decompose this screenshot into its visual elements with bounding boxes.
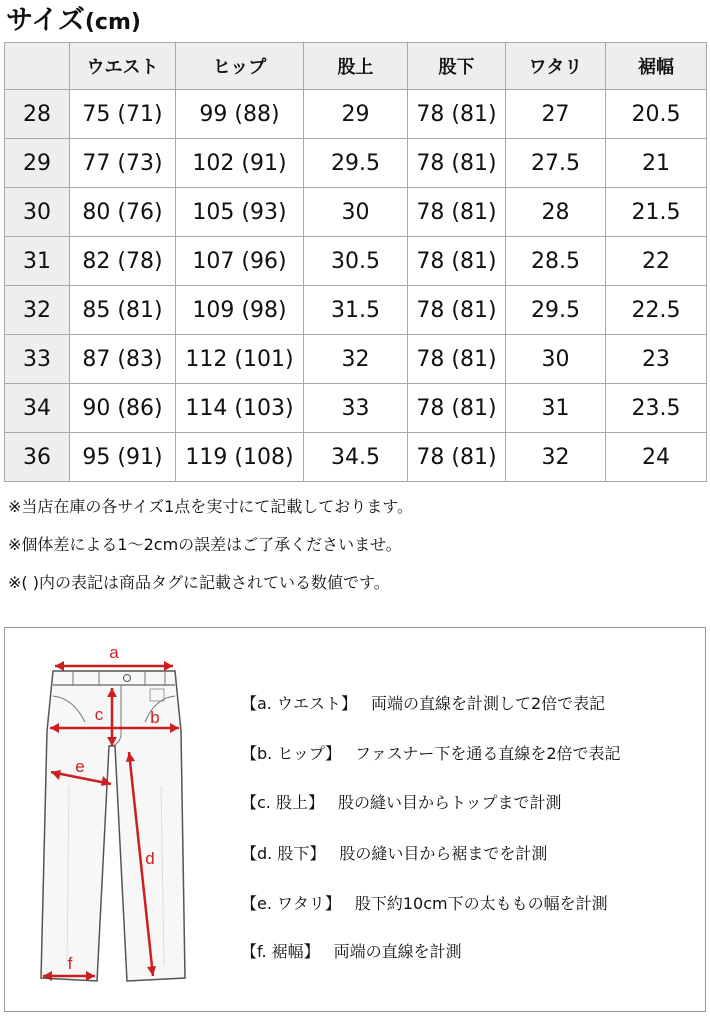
table-cell: 22: [606, 237, 707, 286]
table-cell: 31.5: [304, 286, 408, 335]
table-cell: 24: [606, 433, 707, 482]
desc-key: 【e. ワタリ】: [241, 894, 341, 913]
table-cell: 114 (103): [176, 384, 304, 433]
header-thigh: ワタリ: [506, 43, 606, 90]
size-label-cell: 33: [5, 335, 70, 384]
desc-key: 【a. ウエスト】: [241, 694, 357, 713]
size-label-cell: 28: [5, 90, 70, 139]
table-cell: 28.5: [506, 237, 606, 286]
header-corner: [5, 43, 70, 90]
table-row: [5, 384, 707, 433]
desc-f: [241, 940, 462, 964]
table-cell: 95 (91): [70, 433, 176, 482]
table-cell: 78 (81): [408, 433, 506, 482]
desc-key: 【b. ヒップ】: [241, 744, 342, 763]
table-cell: 27.5: [506, 139, 606, 188]
header-waist: ウエスト: [70, 43, 176, 90]
table-row: [5, 237, 707, 286]
table-cell: 34.5: [304, 433, 408, 482]
title-main: サイズ: [6, 5, 85, 36]
table-cell: 107 (96): [176, 237, 304, 286]
label-c: c: [94, 705, 104, 724]
notes: [8, 488, 708, 602]
size-label-cell: 36: [5, 433, 70, 482]
table-cell: 85 (81): [70, 286, 176, 335]
table-row: [5, 139, 707, 188]
table-cell: 82 (78): [70, 237, 176, 286]
desc-b: [241, 742, 621, 766]
label-b: b: [150, 708, 160, 727]
label-d: d: [145, 849, 155, 868]
table-cell: 78 (81): [408, 139, 506, 188]
table-cell: 33: [304, 384, 408, 433]
desc-text: 股の縫い目から裾までを計測: [339, 844, 548, 863]
title-unit: (cm): [84, 10, 141, 35]
table-cell: 105 (93): [176, 188, 304, 237]
table-cell: 32: [304, 335, 408, 384]
table-cell: 75 (71): [70, 90, 176, 139]
desc-a: [241, 692, 605, 716]
table-row: [5, 335, 707, 384]
table-cell: 80 (76): [70, 188, 176, 237]
table-cell: 31: [506, 384, 606, 433]
table-cell: 29.5: [506, 286, 606, 335]
label-f: f: [67, 954, 73, 973]
desc-text: 股下約10cm下の太ももの幅を計測: [354, 894, 608, 913]
size-label-cell: 31: [5, 237, 70, 286]
table-cell: 30: [304, 188, 408, 237]
note-line: ※( )内の表記は商品タグに記載されている数値です。: [8, 573, 390, 592]
table-cell: 21.5: [606, 188, 707, 237]
table-cell: 23.5: [606, 384, 707, 433]
table-cell: 27: [506, 90, 606, 139]
header-rise: 股上: [304, 43, 408, 90]
table-cell: 28: [506, 188, 606, 237]
table-cell: 78 (81): [408, 90, 506, 139]
table-cell: 78 (81): [408, 384, 506, 433]
size-table: [4, 42, 707, 482]
table-cell: 99 (88): [176, 90, 304, 139]
table-row: [5, 90, 707, 139]
size-label-cell: 30: [5, 188, 70, 237]
table-cell: 78 (81): [408, 237, 506, 286]
page-title: [6, 4, 141, 38]
table-cell: 22.5: [606, 286, 707, 335]
table-cell: 32: [506, 433, 606, 482]
table-cell: 78 (81): [408, 335, 506, 384]
arrowhead-a-left: [55, 661, 64, 671]
desc-key: 【d. 股下】: [241, 844, 326, 863]
desc-text: ファスナー下を通る直線を2倍で表記: [355, 744, 621, 763]
note-line: ※当店在庫の各サイズ1点を実寸にて記載しております。: [8, 497, 414, 516]
table-cell: 29: [304, 90, 408, 139]
desc-key: 【c. 股上】: [241, 793, 324, 812]
table-row: [5, 433, 707, 482]
desc-text: 両端の直線を計測: [333, 942, 462, 961]
table-row: [5, 286, 707, 335]
table-cell: 87 (83): [70, 335, 176, 384]
arrowhead-a-right: [164, 661, 173, 671]
table-header-row: [5, 43, 707, 90]
table-cell: 21: [606, 139, 707, 188]
table-cell: 23: [606, 335, 707, 384]
table-cell: 119 (108): [176, 433, 304, 482]
header-hip: ヒップ: [176, 43, 304, 90]
table-cell: 77 (73): [70, 139, 176, 188]
table-cell: 90 (86): [70, 384, 176, 433]
table-cell: 30.5: [304, 237, 408, 286]
table-cell: 102 (91): [176, 139, 304, 188]
desc-text: 両端の直線を計測して2倍で表記: [370, 694, 606, 713]
table-row: [5, 188, 707, 237]
measurement-diagram: [4, 627, 706, 1012]
desc-d: [241, 842, 547, 866]
jeans-illustration: [33, 636, 193, 1001]
size-label-cell: 34: [5, 384, 70, 433]
table-cell: 30: [506, 335, 606, 384]
header-inseam: 股下: [408, 43, 506, 90]
table-cell: 29.5: [304, 139, 408, 188]
label-a: a: [109, 643, 119, 662]
table-cell: 109 (98): [176, 286, 304, 335]
desc-text: 股の縫い目からトップまで計測: [337, 793, 562, 812]
label-e: e: [75, 757, 85, 776]
desc-c: [241, 791, 562, 815]
table-cell: 112 (101): [176, 335, 304, 384]
note-line: ※個体差による1〜2cmの誤差はご了承くださいませ。: [8, 535, 402, 554]
header-hem: 裾幅: [606, 43, 707, 90]
table-cell: 78 (81): [408, 286, 506, 335]
size-label-cell: 32: [5, 286, 70, 335]
table-cell: 78 (81): [408, 188, 506, 237]
desc-key: 【f. 裾幅】: [241, 942, 320, 961]
table-cell: 20.5: [606, 90, 707, 139]
size-label-cell: 29: [5, 139, 70, 188]
desc-e: [241, 892, 608, 916]
